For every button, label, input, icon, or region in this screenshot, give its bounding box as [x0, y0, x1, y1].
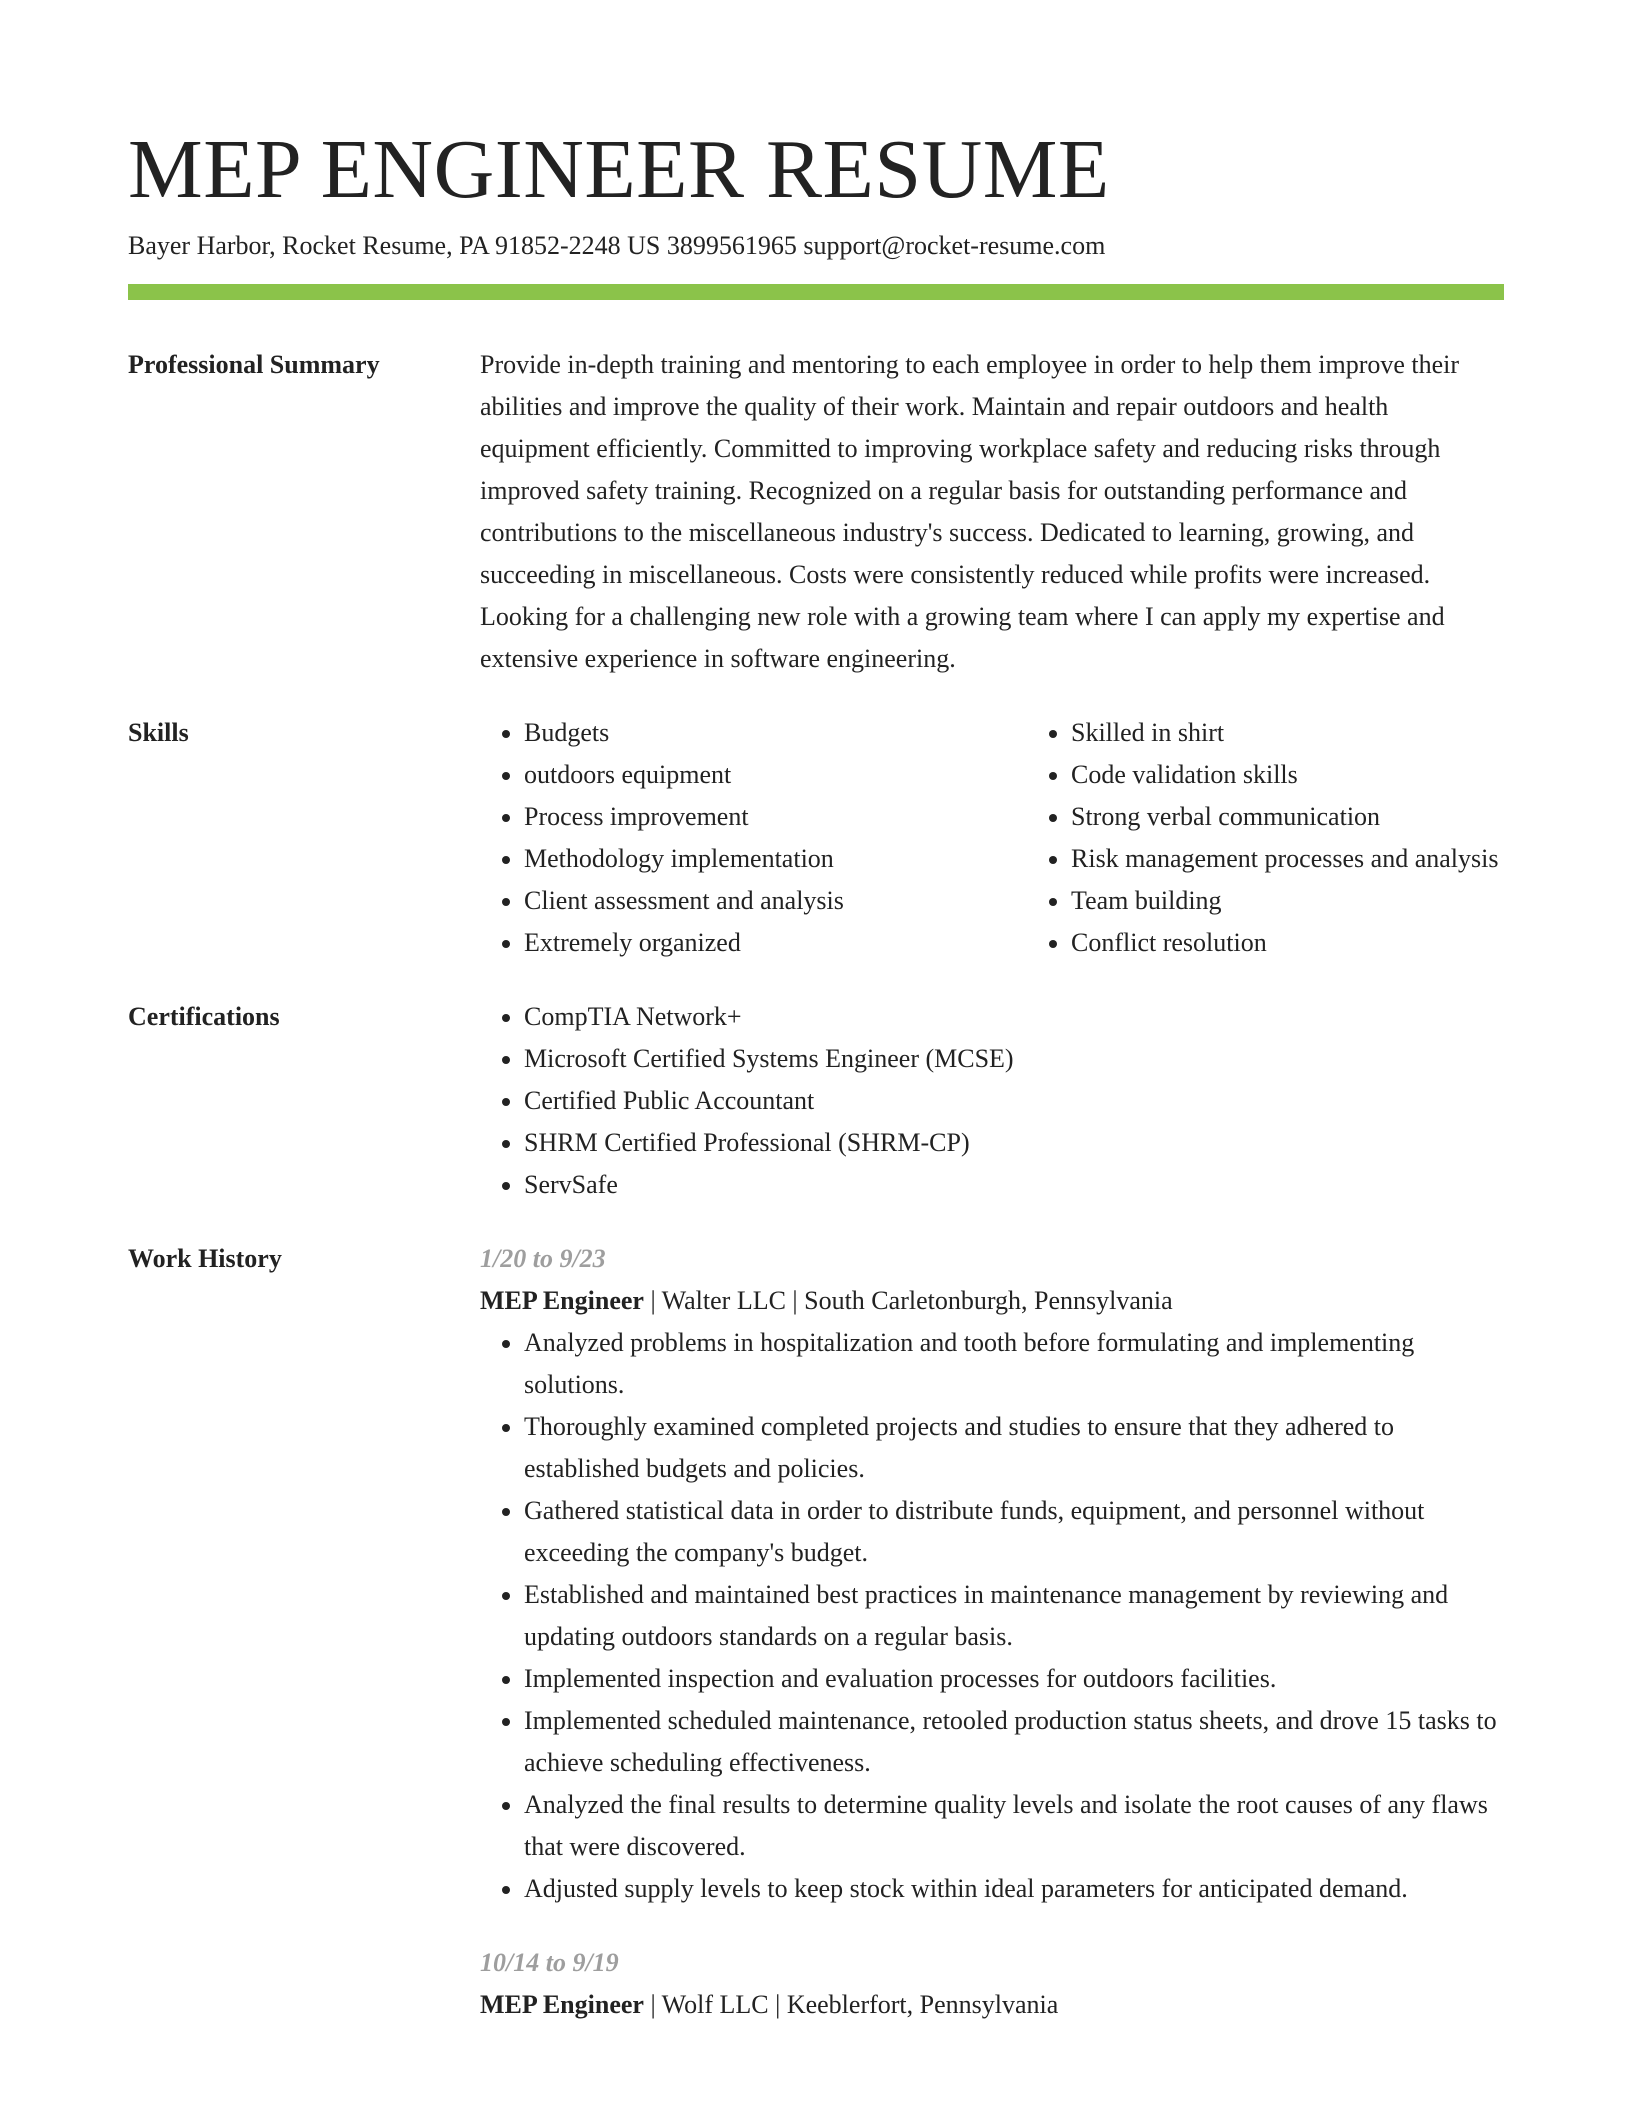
certifications-list [480, 996, 1504, 1206]
job-details: | Wolf LLC | Keeblerfort, Pennsylvania [643, 1990, 1059, 2019]
skill-item: • Conflict resolution [1071, 922, 1498, 964]
summary-body [480, 344, 1504, 680]
certifications-section [128, 996, 1504, 1206]
contact-line: Bayer Harbor, Rocket Resume, PA 91852-2248 US 3899561965 support@rocket-resume.com [128, 231, 1106, 260]
skills-list-right [1027, 712, 1498, 964]
skill-item: • Budgets [524, 712, 1027, 754]
job-heading [480, 1984, 1504, 2026]
skill-item: • Strong verbal communication [1071, 796, 1498, 838]
skill-item: • Client assessment and analysis [524, 880, 1027, 922]
job-title: MEP Engineer [480, 1990, 644, 2019]
skill-item: • Process improvement [524, 796, 1027, 838]
job-details: | Walter LLC | South Carletonburgh, Pennsylvania [643, 1286, 1173, 1315]
resume-page [128, 0, 1504, 2026]
certification-item: • Microsoft Certified Systems Engineer (MCSE) [524, 1038, 1504, 1080]
skill-item: • Code validation skills [1071, 754, 1498, 796]
resume-title: MEP ENGINEER RESUME [128, 123, 1110, 216]
job-bullet: • Analyzed problems in hospitalization and tooth before formulating and implementing solutions. [524, 1322, 1504, 1406]
skill-item: • Skilled in shirt [1071, 712, 1498, 754]
skill-item: • Risk management processes and analysis [1071, 838, 1498, 880]
job-heading [480, 1280, 1504, 1322]
work-history-section [128, 1238, 1504, 2026]
skill-item: • Team building [1071, 880, 1498, 922]
job-bullet: • Thoroughly examined completed projects and studies to ensure that they adhered to established budgets and policies. [524, 1406, 1504, 1490]
job-title: MEP Engineer [480, 1286, 644, 1315]
skills-body [480, 712, 1504, 964]
job-bullet: • Gathered statistical data in order to distribute funds, equipment, and personnel without exceeding the company's budget. [524, 1490, 1504, 1574]
certification-item: • ServSafe [524, 1164, 1504, 1206]
skills-section [128, 712, 1504, 964]
job-bullet: • Established and maintained best practices in maintenance management by reviewing and updating outdoors standards on a regular basis. [524, 1574, 1504, 1658]
job-bullet: • Implemented inspection and evaluation processes for outdoors facilities. [524, 1658, 1504, 1700]
skills-heading: Skills [128, 718, 189, 747]
job-entry [480, 1942, 1504, 2026]
certification-item: • Certified Public Accountant [524, 1080, 1504, 1122]
job-bullet: • Analyzed the final results to determine quality levels and isolate the root causes of any flaws that were discovered. [524, 1784, 1504, 1868]
job-bullet-list [480, 1322, 1504, 1910]
certification-item: • CompTIA Network+ [524, 996, 1504, 1038]
skills-list-left [480, 712, 1027, 964]
certification-item: • SHRM Certified Professional (SHRM-CP) [524, 1122, 1504, 1164]
accent-divider [128, 284, 1504, 300]
certifications-heading: Certifications [128, 1002, 280, 1031]
summary-section [128, 344, 1504, 680]
certifications-body [480, 996, 1504, 1206]
work-history-heading: Work History [128, 1244, 282, 1273]
work-history-body [480, 1238, 1504, 2026]
skill-item: • Methodology implementation [524, 838, 1027, 880]
skill-item: • Extremely organized [524, 922, 1027, 964]
skill-item: • outdoors equipment [524, 754, 1027, 796]
job-dates: 10/14 to 9/19 [480, 1948, 619, 1977]
summary-heading: Professional Summary [128, 350, 380, 379]
summary-text: Provide in-depth training and mentoring to each employee in order to help them improve their abilities and improve the quality of their work. Maintain and repair outdoors and health equipment efficiently. Committed to improving workplace safety and reducing risks through improved safety training. Recognized on a regular basis for outstanding performance and contributions to the miscellaneous industry's success. Dedicated to learning, growing, and succeeding in miscellaneous. Costs were consistently reduced while profits were increased. Looking for a challenging new role with a growing team where I can apply my expertise and extensive experience in software engineering. [480, 350, 1460, 673]
job-entry [480, 1238, 1504, 1910]
job-dates: 1/20 to 9/23 [480, 1244, 606, 1273]
job-bullet: • Adjusted supply levels to keep stock within ideal parameters for anticipated demand. [524, 1868, 1504, 1910]
job-bullet: • Implemented scheduled maintenance, retooled production status sheets, and drove 15 tasks to achieve scheduling effectiveness. [524, 1700, 1504, 1784]
